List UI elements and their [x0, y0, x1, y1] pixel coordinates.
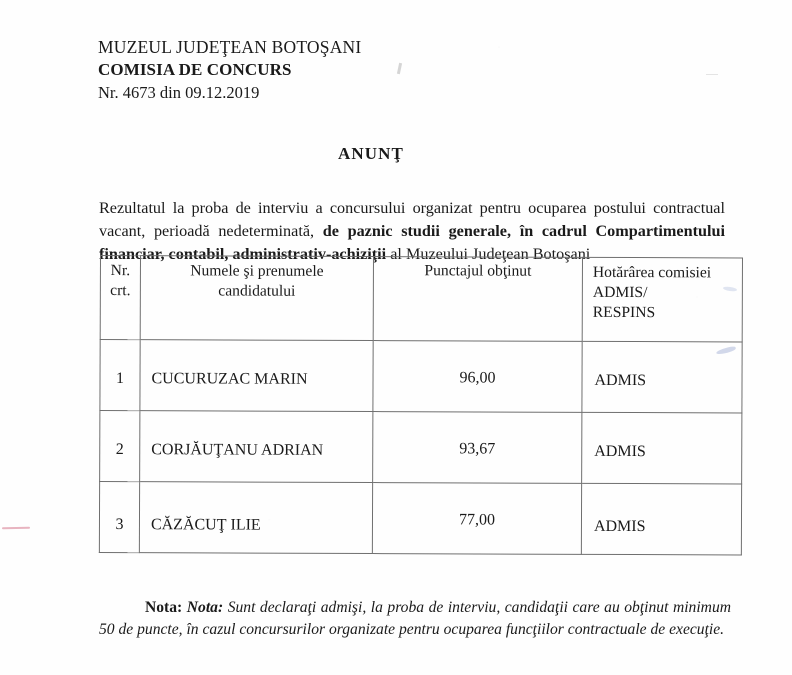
- cell-verdict-value: ADMIS: [594, 442, 646, 461]
- column-header-score-label: Punctajul obţinut: [424, 262, 532, 280]
- cell-score-value: 96,00: [459, 369, 496, 387]
- column-header-name: [140, 256, 373, 341]
- registry-number: Nr. 4673 din 09.12.2019: [98, 82, 260, 102]
- cell-verdict: [581, 483, 741, 555]
- letterhead: [98, 36, 361, 103]
- table-row: [99, 482, 741, 555]
- column-header-nr-line-1: Nr.: [110, 262, 131, 280]
- intro-text-part-1: Rezultatul la proba de interviu a concursului organizat pentru ocuparea postului contractual vacant, perioadă nedeterminată,: [99, 199, 725, 241]
- page-title: ANUNŢ: [338, 144, 404, 163]
- cell-score: [373, 412, 582, 484]
- footer-note-label-2: Nota:: [186, 598, 224, 616]
- cell-score-value: 93,67: [459, 440, 496, 458]
- cell-verdict: [582, 341, 742, 413]
- cell-nr-value: 1: [115, 370, 125, 388]
- intro-text-bold: de paznic studii generale, în cadrul Compartimentului financiar, contabil, administrativ-achiziţii: [99, 222, 725, 264]
- column-header-name-line-2: candidatului: [218, 282, 296, 300]
- table-row: [100, 411, 742, 484]
- table-row: [100, 340, 742, 413]
- footer-note-text: Sunt declaraţi admişi, la proba de interviu, candidaţii care au obţinut minimum 50 de puncte, în cazul concursurilor organizate pentru ocuparea funcţiilor contractuale de execuţie.: [99, 598, 732, 639]
- cell-nr-value: 2: [115, 441, 124, 459]
- table-header-row: [100, 256, 742, 342]
- cell-nr: [100, 411, 140, 482]
- cell-name-value: CĂZĂCUŢ ILIE: [150, 516, 261, 534]
- intro-text-part-2: al Muzeului Judeţean Botoşani: [386, 245, 591, 264]
- institution-name: MUZEUL JUDEŢEAN BOTOŞANI: [98, 37, 362, 57]
- column-header-name-line-1: Numele şi prenumele: [190, 262, 324, 280]
- cell-name: [139, 482, 372, 554]
- scan-artifact-grey-line: [706, 74, 718, 75]
- cell-score-value: 77,00: [458, 511, 496, 529]
- column-header-verdict-line-1: Hotărârea comisiei: [592, 263, 712, 282]
- table-header: [100, 256, 742, 342]
- scan-artifact-pink-mark: [2, 527, 30, 529]
- scan-artifact-grey-tick: [397, 63, 402, 74]
- cell-name: [140, 340, 373, 412]
- cell-nr: [100, 340, 140, 411]
- column-header-verdict: [582, 257, 742, 342]
- footer-note-label: Nota:: [145, 598, 183, 616]
- committee-name: COMISIA DE CONCURS: [98, 59, 292, 79]
- column-header-verdict-line-2: ADMIS/: [592, 283, 648, 301]
- cell-score: [373, 341, 582, 413]
- column-header-nr-line-2: crt.: [110, 281, 131, 299]
- cell-nr: [99, 482, 139, 553]
- cell-name-value: CUCURUZAC MARIN: [151, 370, 308, 388]
- cell-verdict: [582, 412, 742, 484]
- table-body: [99, 340, 742, 555]
- footer-note: [99, 597, 731, 643]
- cell-name: [140, 411, 373, 483]
- column-header-score: [373, 257, 582, 342]
- cell-score: [372, 483, 581, 555]
- cell-verdict-value: ADMIS: [593, 517, 646, 536]
- cell-nr-value: 3: [115, 516, 124, 534]
- cell-name-value: CORJĂUŢANU ADRIAN: [151, 441, 324, 459]
- cell-verdict-value: ADMIS: [594, 371, 647, 390]
- column-header-verdict-line-3: RESPINS: [592, 303, 656, 321]
- results-table: [99, 255, 743, 555]
- column-header-nr: [100, 256, 140, 340]
